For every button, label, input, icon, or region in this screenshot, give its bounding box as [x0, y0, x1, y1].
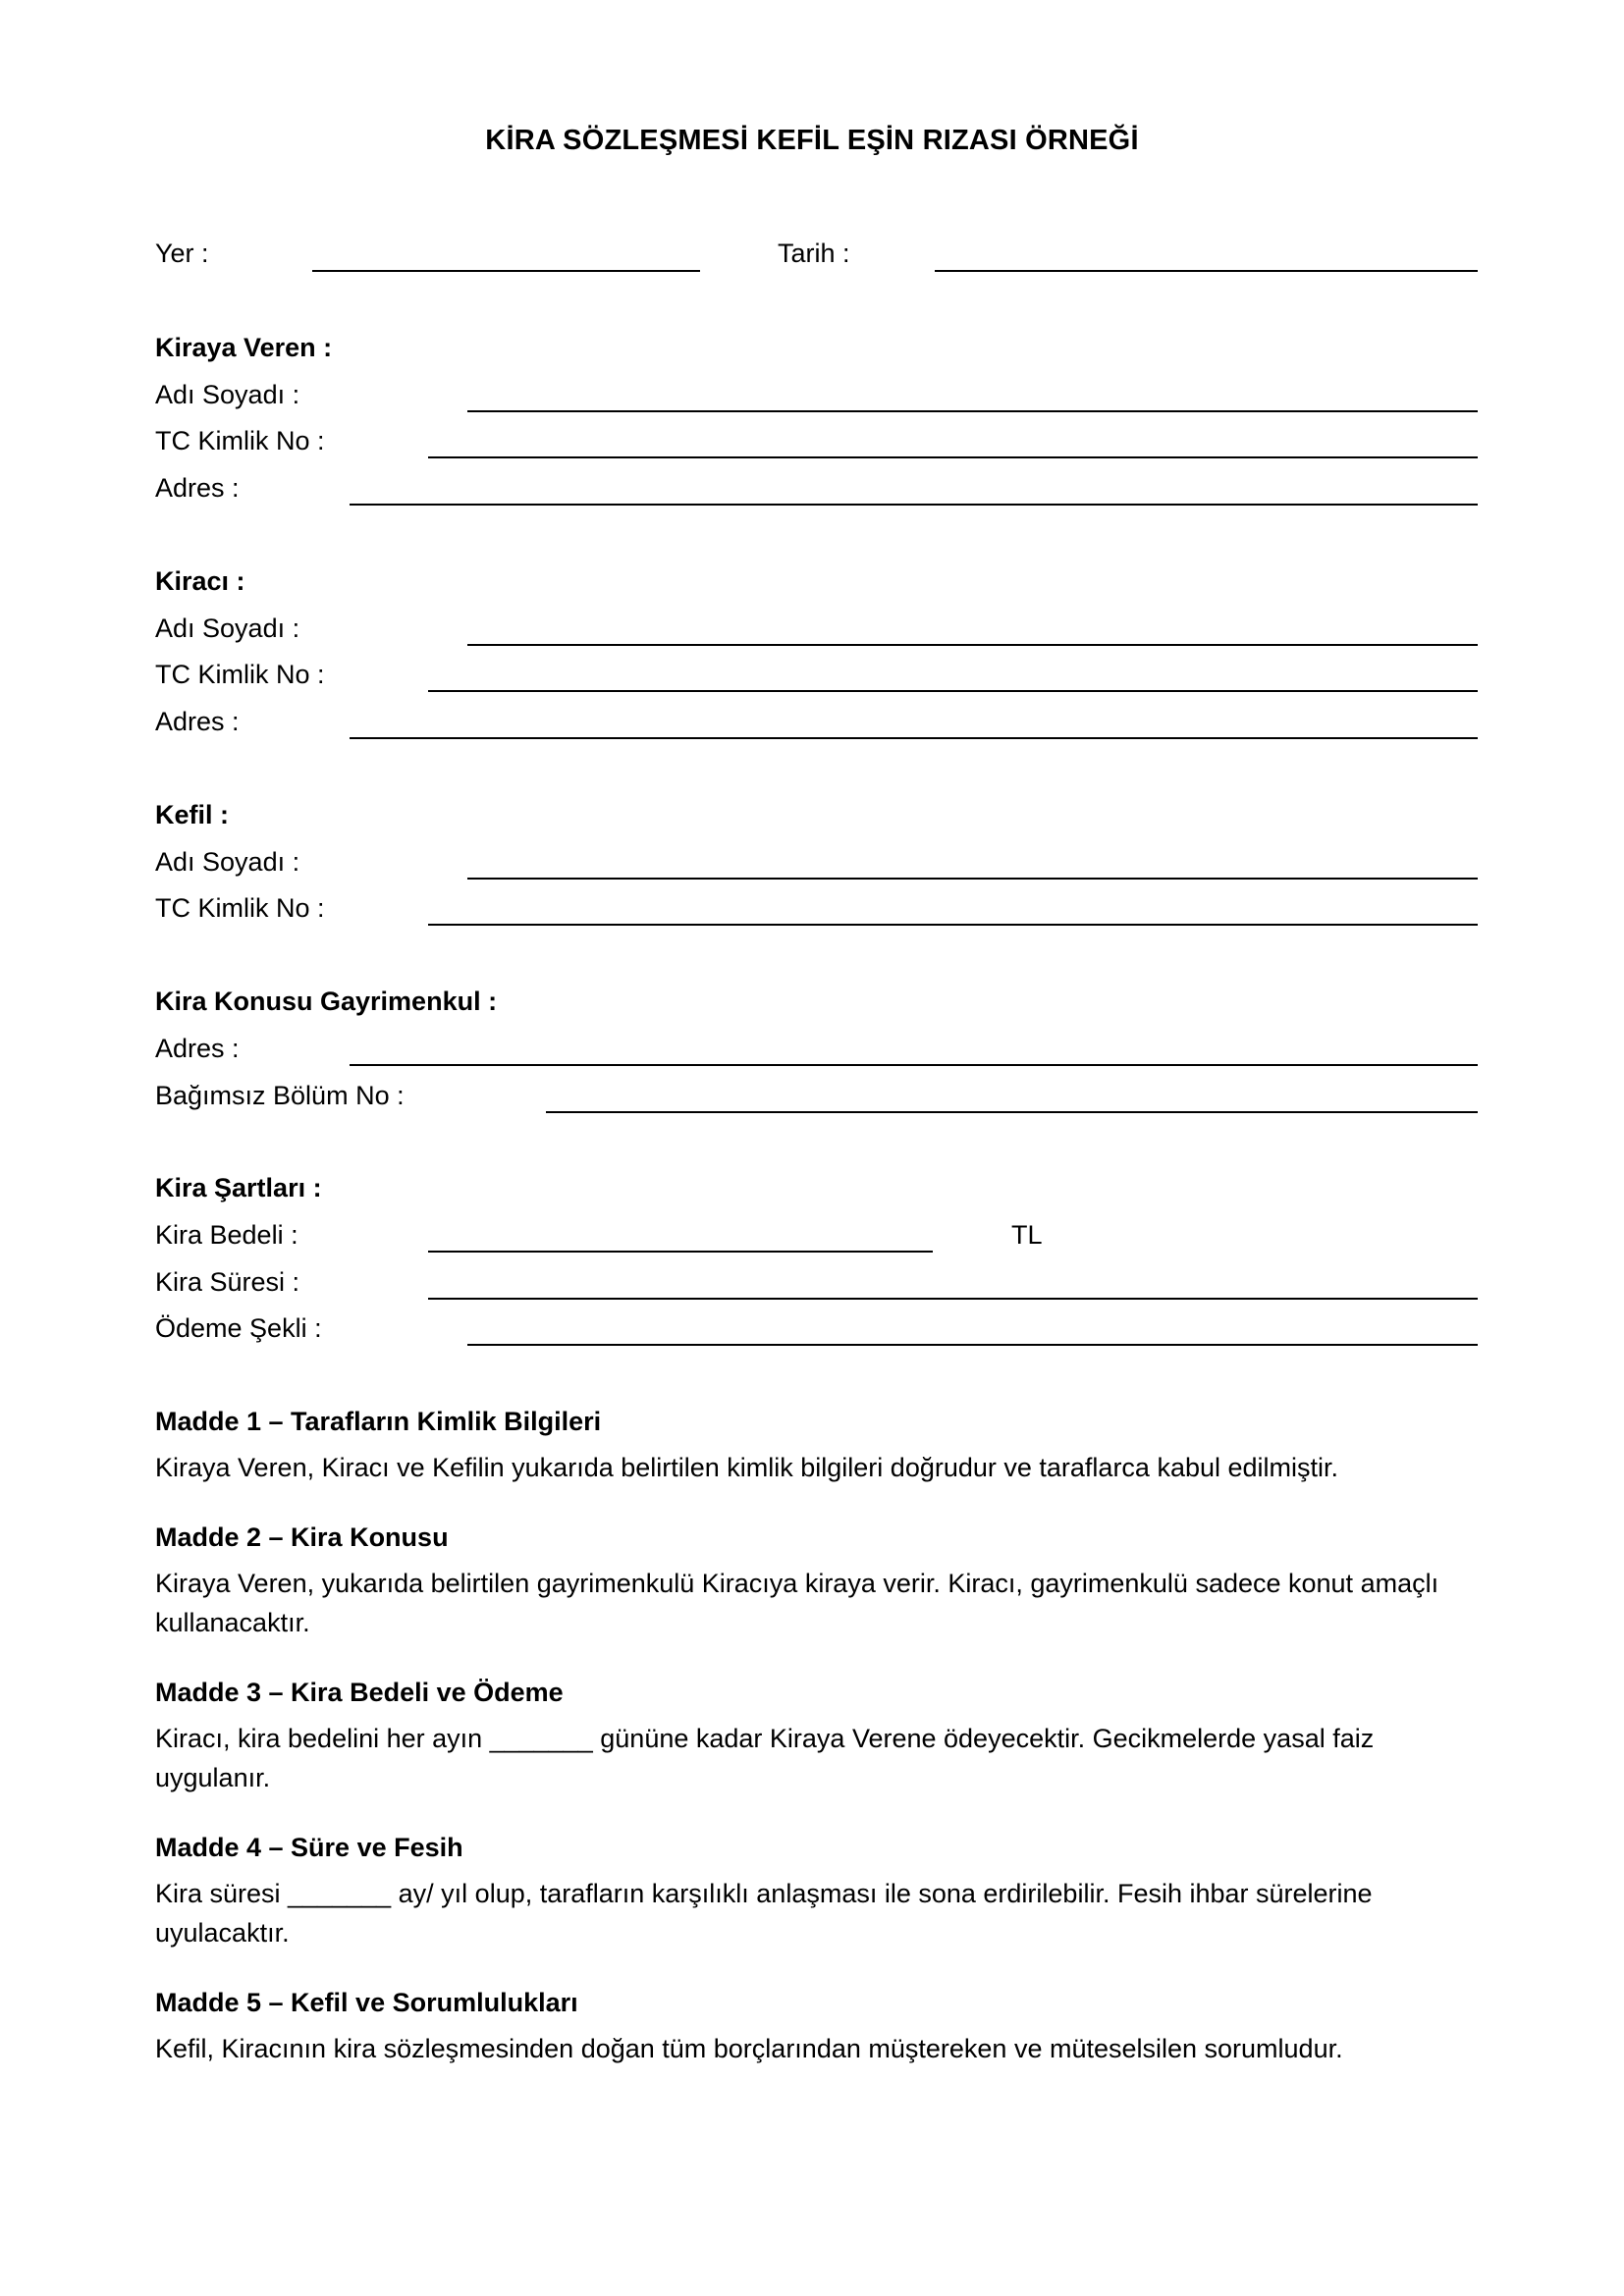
currency-label: TL: [1011, 1220, 1043, 1250]
landlord-tc-label: TC Kimlik No :: [155, 426, 325, 455]
article-4-text: Kira süresi _______ ay/ yıl olup, tarafların karşılıklı anlaşması ile sona erdirilebilir. Fesih ihbar sürelerine uyulacaktır.: [155, 1879, 1373, 1948]
tenant-tc-field[interactable]: [428, 690, 1478, 692]
date-label: Tarih :: [778, 239, 850, 268]
terms-heading: Kira Şartları :: [155, 1173, 322, 1202]
document-title: KİRA SÖZLEŞMESİ KEFİL EŞİN RIZASI ÖRNEĞİ: [485, 125, 1139, 156]
guarantor-name-field[interactable]: [467, 878, 1478, 880]
duration-label: Kira Süresi :: [155, 1267, 300, 1297]
duration-field[interactable]: [428, 1298, 1478, 1300]
property-address-field[interactable]: [350, 1064, 1478, 1066]
article-4-title: Madde 4 – Süre ve Fesih: [155, 1833, 463, 1862]
tenant-name-field[interactable]: [467, 644, 1478, 646]
place-field[interactable]: [312, 270, 700, 272]
date-field[interactable]: [935, 270, 1478, 272]
article-2-title: Madde 2 – Kira Konusu: [155, 1522, 449, 1552]
guarantor-tc-field[interactable]: [428, 924, 1478, 926]
article-5-title: Madde 5 – Kefil ve Sorumlulukları: [155, 1988, 578, 2017]
payment-label: Ödeme Şekli :: [155, 1313, 322, 1343]
tenant-tc-label: TC Kimlik No :: [155, 660, 325, 689]
landlord-tc-field[interactable]: [428, 456, 1478, 458]
place-label: Yer :: [155, 239, 209, 268]
rent-label: Kira Bedeli :: [155, 1220, 298, 1250]
guarantor-tc-label: TC Kimlik No :: [155, 893, 325, 923]
tenant-address-field[interactable]: [350, 737, 1478, 739]
article-2-text: Kiraya Veren, yukarıda belirtilen gayrimenkulü Kiracıya kiraya verir. Kiracı, gayrimenkulü sadece konut amaçlı kullanacaktır.: [155, 1569, 1439, 1637]
property-unit-label: Bağımsız Bölüm No :: [155, 1081, 405, 1110]
rent-field[interactable]: [428, 1251, 933, 1253]
property-address-label: Adres :: [155, 1034, 240, 1063]
guarantor-name-label: Adı Soyadı :: [155, 847, 300, 877]
article-1-text: Kiraya Veren, Kiracı ve Kefilin yukarıda belirtilen kimlik bilgileri doğrudur ve taraflarca kabul edilmiştir.: [155, 1453, 1339, 1482]
landlord-address-field[interactable]: [350, 504, 1478, 506]
article-5-text: Kefil, Kiracının kira sözleşmesinden doğan tüm borçlarından müştereken ve müteselsilen sorumludur.: [155, 2034, 1343, 2063]
landlord-heading: Kiraya Veren :: [155, 333, 333, 362]
tenant-heading: Kiracı :: [155, 566, 245, 596]
article-3-text: Kiracı, kira bedelini her ayın _______ gününe kadar Kiraya Verene ödeyecektir. Gecikmelerde yasal faiz uygulanır.: [155, 1724, 1375, 1792]
tenant-name-label: Adı Soyadı :: [155, 614, 300, 643]
landlord-name-label: Adı Soyadı :: [155, 380, 300, 409]
guarantor-heading: Kefil :: [155, 800, 230, 829]
article-3-title: Madde 3 – Kira Bedeli ve Ödeme: [155, 1678, 564, 1707]
article-1-title: Madde 1 – Tarafların Kimlik Bilgileri: [155, 1407, 602, 1436]
payment-field[interactable]: [467, 1344, 1478, 1346]
tenant-address-label: Adres :: [155, 707, 240, 736]
property-heading: Kira Konusu Gayrimenkul :: [155, 987, 498, 1016]
landlord-name-field[interactable]: [467, 410, 1478, 412]
property-unit-field[interactable]: [546, 1111, 1478, 1113]
landlord-address-label: Adres :: [155, 473, 240, 503]
